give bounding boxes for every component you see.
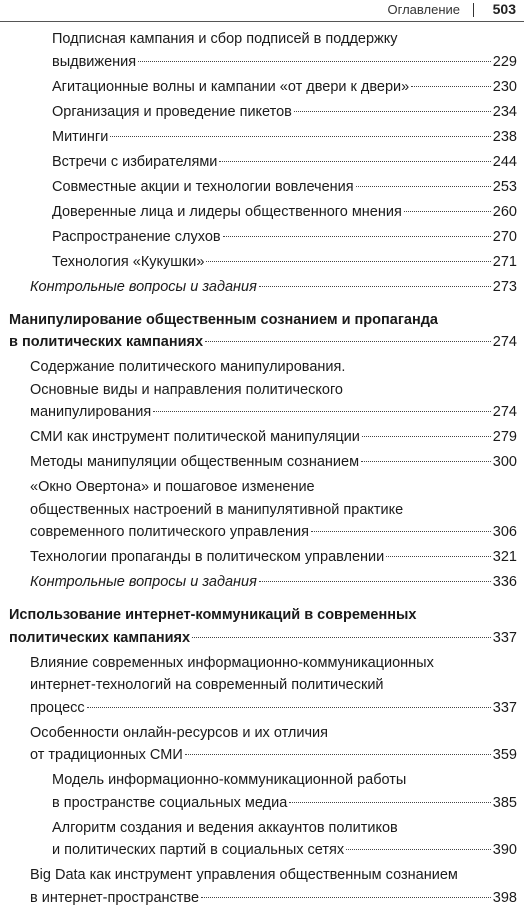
- dot-leader: [346, 849, 491, 850]
- toc-entry-line: Влияние современных информационно-коммуникационных: [30, 652, 517, 675]
- toc-section: [30, 652, 517, 720]
- dot-leader: [110, 136, 490, 137]
- toc-entry-title: выдвижения: [52, 51, 136, 74]
- toc-page-number: 385: [493, 792, 517, 815]
- toc-section: [30, 571, 517, 594]
- toc-subsection: [52, 176, 517, 199]
- toc-section: [30, 356, 517, 424]
- toc-subsection: [52, 769, 517, 814]
- toc-entry-title: от традиционных СМИ: [30, 744, 183, 767]
- toc-entry-line: Содержание политического манипулирования.: [30, 356, 517, 379]
- toc-page-number: 273: [493, 276, 517, 299]
- toc-entry-last-line: [52, 839, 517, 862]
- toc-entry-line: Использование интернет-коммуникаций в современных: [9, 604, 517, 627]
- dot-leader: [294, 111, 491, 112]
- dot-leader: [386, 556, 491, 557]
- toc-entry-last-line: [52, 101, 517, 124]
- toc-subsection: [52, 251, 517, 274]
- dot-leader: [153, 411, 491, 412]
- toc-entry-title: политических кампаниях: [9, 627, 190, 650]
- toc-entry-last-line: [52, 201, 517, 224]
- dot-leader: [223, 236, 491, 237]
- toc-page-number: 359: [493, 744, 517, 767]
- toc-entry-title: Доверенные лица и лидеры общественного мнения: [52, 201, 402, 224]
- toc-page-number: 260: [493, 201, 517, 224]
- toc-entry-title: Технология «Кукушки»: [52, 251, 204, 274]
- toc-page-number: 398: [493, 887, 517, 909]
- toc-subsection: [52, 28, 517, 73]
- toc-section: [30, 451, 517, 474]
- toc-section: [30, 276, 517, 299]
- toc-entry-line: интернет-технологий на современный политический: [30, 674, 517, 697]
- dot-leader: [201, 897, 491, 898]
- toc-entry-title: Контрольные вопросы и задания: [30, 276, 257, 299]
- toc-entry-line: общественных настроений в манипулятивной практике: [30, 499, 517, 522]
- toc-entry-last-line: [30, 521, 517, 544]
- toc-page-number: 306: [493, 521, 517, 544]
- toc-subsection: [52, 126, 517, 149]
- toc-subsection: [52, 201, 517, 224]
- toc-section: [30, 426, 517, 449]
- toc-entry-last-line: [52, 176, 517, 199]
- toc-entry-last-line: [30, 451, 517, 474]
- toc-entry-title: манипулирования: [30, 401, 151, 424]
- toc-entry-title: в интернет-пространстве: [30, 887, 199, 909]
- toc-entry-title: в политических кампаниях: [9, 331, 203, 354]
- toc-entry-last-line: [30, 401, 517, 424]
- toc-entry-line: Особенности онлайн-ресурсов и их отличия: [30, 722, 517, 745]
- toc-entry-last-line: [52, 51, 517, 74]
- toc-page-number: 234: [493, 101, 517, 124]
- toc-entry-title: в пространстве социальных медиа: [52, 792, 287, 815]
- toc-entry-last-line: [9, 627, 517, 650]
- toc-entry-line: Манипулирование общественным сознанием и пропаганда: [9, 309, 517, 332]
- toc-page-number: 274: [493, 401, 517, 424]
- toc-entry-title: Встречи с избирателями: [52, 151, 217, 174]
- toc-entry-title: Распространение слухов: [52, 226, 221, 249]
- toc-section: [30, 722, 517, 767]
- toc-entry-line: Модель информационно-коммуникационной работы: [52, 769, 517, 792]
- toc-entry-title: Агитационные волны и кампании «от двери к двери»: [52, 76, 409, 99]
- toc-entry-title: Совместные акции и технологии вовлечения: [52, 176, 354, 199]
- toc-entry-title: Митинги: [52, 126, 108, 149]
- toc-page-number: 274: [493, 331, 517, 354]
- toc-section: [30, 546, 517, 569]
- toc-page-number: 253: [493, 176, 517, 199]
- toc-entry-last-line: [30, 697, 517, 720]
- toc-entry-title: и политических партий в социальных сетях: [52, 839, 344, 862]
- toc-entry-last-line: [30, 571, 517, 594]
- toc-entry-last-line: [30, 744, 517, 767]
- toc-subsection: [52, 817, 517, 862]
- toc-entry-title: Методы манипуляции общественным сознанием: [30, 451, 359, 474]
- toc-page-number: 337: [493, 627, 517, 650]
- running-header-section-title: Оглавление: [388, 2, 460, 17]
- toc-entry-last-line: [52, 126, 517, 149]
- toc-entry-line: Подписная кампания и сбор подписей в поддержку: [52, 28, 517, 51]
- toc-entry-last-line: [52, 151, 517, 174]
- dot-leader: [259, 581, 491, 582]
- toc-entry-last-line: [9, 331, 517, 354]
- toc-entry-last-line: [52, 76, 517, 99]
- toc-entry-last-line: [30, 546, 517, 569]
- dot-leader: [192, 637, 491, 638]
- toc-entry-line: «Окно Овертона» и пошаговое изменение: [30, 476, 517, 499]
- toc-page-number: 321: [493, 546, 517, 569]
- toc-entry-title: процесс: [30, 697, 85, 720]
- dot-leader: [411, 86, 491, 87]
- toc-page-number: 270: [493, 226, 517, 249]
- toc-subsection: [52, 151, 517, 174]
- toc-entry-title: современного политического управления: [30, 521, 309, 544]
- dot-leader: [138, 61, 491, 62]
- dot-leader: [311, 531, 491, 532]
- dot-leader: [259, 286, 491, 287]
- dot-leader: [356, 186, 491, 187]
- dot-leader: [289, 802, 491, 803]
- toc-entry-last-line: [52, 251, 517, 274]
- dot-leader: [206, 261, 490, 262]
- toc-entry-last-line: [52, 226, 517, 249]
- toc-page-number: 336: [493, 571, 517, 594]
- dot-leader: [205, 341, 491, 342]
- toc-subsection: [52, 101, 517, 124]
- toc-entry-title: Контрольные вопросы и задания: [30, 571, 257, 594]
- toc-entry-line: Алгоритм создания и ведения аккаунтов политиков: [52, 817, 517, 840]
- toc-entry-last-line: [52, 792, 517, 815]
- toc-page-number: 238: [493, 126, 517, 149]
- page-number: 503: [493, 1, 516, 17]
- toc-subsection: [52, 226, 517, 249]
- toc-page-number: 229: [493, 51, 517, 74]
- toc-section: [30, 476, 517, 544]
- toc-page-number: 230: [493, 76, 517, 99]
- toc-entry-last-line: [30, 276, 517, 299]
- toc-page-number: 300: [493, 451, 517, 474]
- toc-chapter: [9, 604, 517, 649]
- toc-page-number: 244: [493, 151, 517, 174]
- toc-page-number: 271: [493, 251, 517, 274]
- toc-chapter: [9, 309, 517, 354]
- toc-entry-line: Big Data как инструмент управления общественным сознанием: [30, 864, 517, 887]
- toc-entry-title: СМИ как инструмент политической манипуляции: [30, 426, 360, 449]
- dot-leader: [362, 436, 491, 437]
- toc-page-number: 279: [493, 426, 517, 449]
- toc-page-number: 337: [493, 697, 517, 720]
- dot-leader: [361, 461, 491, 462]
- toc-page-number: 390: [493, 839, 517, 862]
- toc-entry-title: Организация и проведение пикетов: [52, 101, 292, 124]
- dot-leader: [219, 161, 490, 162]
- toc-entry-title: Технологии пропаганды в политическом управлении: [30, 546, 384, 569]
- dot-leader: [185, 754, 491, 755]
- toc-entry-last-line: [30, 426, 517, 449]
- dot-leader: [404, 211, 491, 212]
- toc-entry-line: Основные виды и направления политического: [30, 379, 517, 402]
- toc-subsection: [52, 76, 517, 99]
- dot-leader: [87, 707, 491, 708]
- toc-entry-last-line: [30, 887, 517, 909]
